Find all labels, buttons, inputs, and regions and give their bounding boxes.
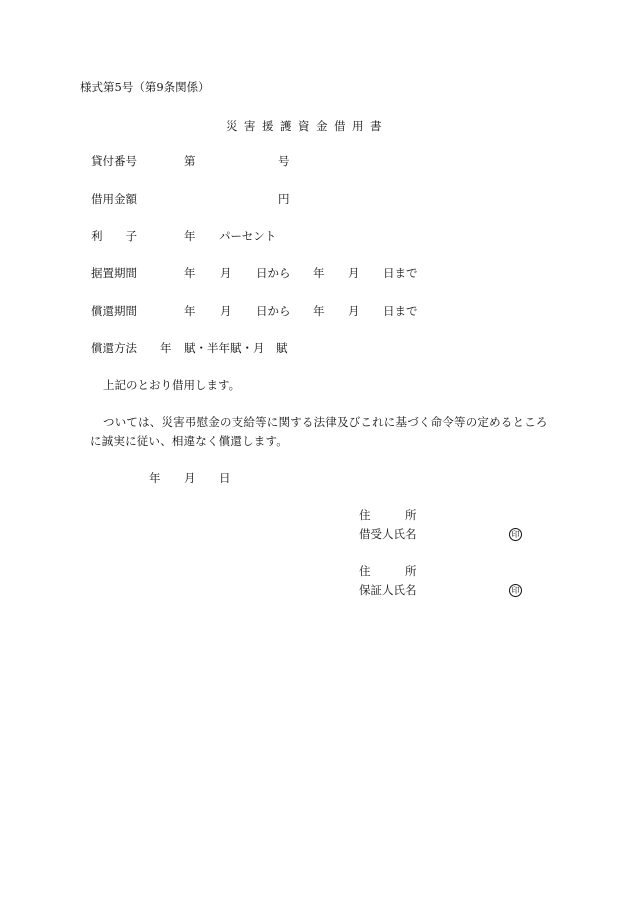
paragraph-line-2: に誠実に従い、相違なく償還します。: [90, 434, 288, 448]
guarantor-name-label: 保証人氏名: [359, 583, 417, 597]
interest-label: 利 子: [91, 229, 137, 243]
paragraph-line-1: ついては、災害弔慰金の支給等に関する法律及びこれに基づく命令等の定めるところ: [103, 415, 548, 429]
deferment-label: 据置期間: [91, 266, 137, 280]
repayment-method-label: 償還方法: [91, 341, 137, 355]
loan-number-suffix: 号: [278, 154, 290, 168]
date-month: 月: [184, 471, 196, 485]
form-number: 様式第5号（第9条関係）: [80, 80, 210, 94]
deferment-year1: 年: [184, 266, 196, 280]
loan-amount-label: 借用金額: [91, 192, 137, 206]
repayment-month1: 月: [220, 304, 232, 318]
guarantor-seal-wrapper: [509, 584, 522, 597]
repayment-month2: 月: [348, 304, 360, 318]
repayment-method-options: 賦・半年賦・月 賦: [184, 341, 288, 355]
deferment-day2: 日まで: [383, 266, 418, 280]
repayment-day2: 日まで: [383, 304, 418, 318]
document-title: 災害援護資金借用書: [226, 119, 388, 133]
deferment-day1: 日から: [256, 266, 291, 280]
borrower-name-label: 借受人氏名: [359, 527, 417, 541]
date-year: 年: [149, 471, 161, 485]
interest-year: 年: [184, 229, 196, 243]
repayment-period-label: 償還期間: [91, 304, 137, 318]
repayment-day1: 日から: [256, 304, 291, 318]
repayment-method-year: 年: [160, 341, 172, 355]
loan-number-prefix: 第: [184, 154, 196, 168]
loan-number-label: 貸付番号: [91, 154, 137, 168]
guarantor-seal-icon: 印: [509, 584, 522, 597]
borrower-seal-wrapper: [509, 528, 522, 541]
deferment-month2: 月: [348, 266, 360, 280]
interest-unit: パーセント: [219, 229, 277, 243]
repayment-year1: 年: [184, 304, 196, 318]
statement: 上記のとおり借用します。: [103, 378, 241, 392]
repayment-year2: 年: [313, 304, 325, 318]
guarantor-address-label: 住 所: [359, 564, 417, 578]
loan-amount-unit: 円: [278, 192, 290, 206]
borrower-seal-icon: 印: [509, 528, 522, 541]
deferment-month1: 月: [220, 266, 232, 280]
date-day: 日: [219, 471, 231, 485]
borrower-address-label: 住 所: [359, 508, 417, 522]
deferment-year2: 年: [313, 266, 325, 280]
